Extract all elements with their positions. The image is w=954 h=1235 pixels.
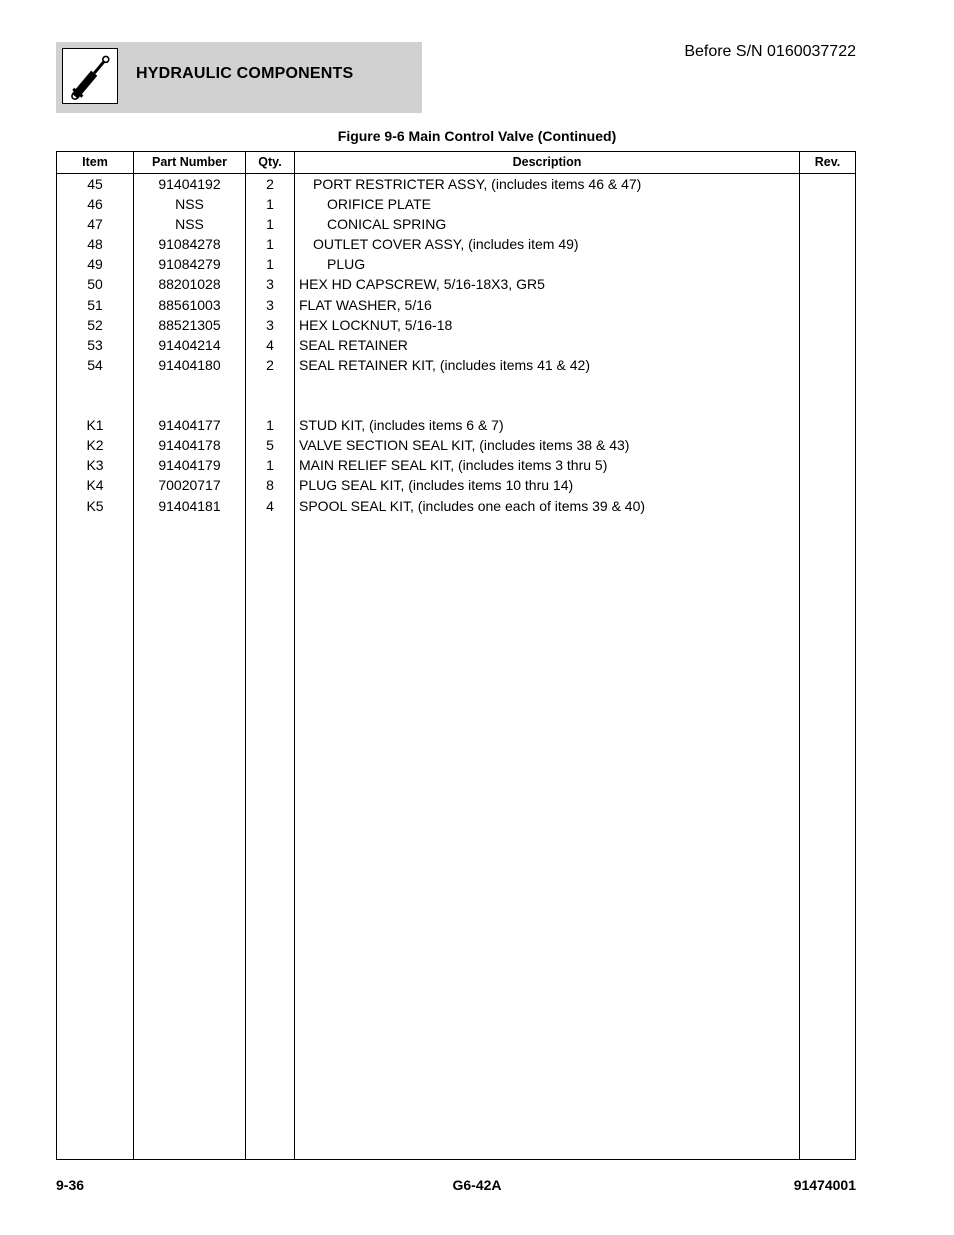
item-cell: 48 (87, 236, 103, 253)
table-row (57, 395, 855, 415)
item-cell: 45 (87, 176, 103, 192)
part-number-cell: 91084278 (158, 236, 221, 253)
item-cell: K3 (86, 457, 104, 474)
part-number-cell: 91404177 (158, 417, 221, 434)
model-number: G6-42A (452, 1177, 502, 1193)
qty-cell: 2 (266, 176, 274, 192)
part-number-cell: 91404180 (158, 356, 221, 373)
item-cell: 53 (87, 336, 103, 353)
parts-table (56, 151, 856, 1160)
item-cell: 51 (87, 296, 103, 313)
serial-number-note: Before S/N 0160037722 (684, 43, 856, 60)
description-cell: MAIN RELIEF SEAL KIT, (includes items 3 thru 5) (299, 457, 608, 474)
description-cell: SEAL RETAINER KIT, (includes items 41 & 42) (299, 356, 590, 373)
part-number-cell: 91404214 (158, 336, 221, 353)
part-number-cell: NSS (175, 196, 204, 213)
qty-cell: 3 (266, 296, 274, 313)
description-cell: PLUG (327, 256, 366, 273)
qty-cell: 1 (266, 457, 274, 474)
description-cell: STUD KIT, (includes items 6 & 7) (299, 417, 504, 434)
table-row (57, 274, 855, 294)
page-number: 9-36 (56, 1177, 85, 1193)
table-row (57, 496, 855, 516)
qty-cell: 1 (266, 216, 274, 233)
part-number-cell: 88201028 (158, 276, 221, 293)
item-cell: 50 (87, 276, 103, 293)
part-number-cell: NSS (175, 216, 204, 233)
qty-cell: 3 (266, 276, 274, 293)
table-row (57, 355, 855, 375)
qty-cell: 3 (266, 316, 274, 333)
item-cell: K2 (86, 437, 104, 454)
part-number-cell: 91404181 (158, 497, 221, 514)
table-row (57, 174, 855, 194)
part-number-cell: 91404179 (158, 457, 221, 474)
qty-cell: 1 (266, 196, 274, 213)
qty-cell: 4 (266, 336, 274, 353)
description-cell: ORIFICE PLATE (327, 196, 431, 213)
description-cell: SPOOL SEAL KIT, (includes one each of items 39 & 40) (299, 497, 646, 514)
section-title: HYDRAULIC COMPONENTS (136, 65, 354, 82)
column-header-part-number: Part Number (151, 155, 228, 169)
item-cell: 47 (87, 216, 103, 233)
item-cell: 46 (87, 196, 103, 213)
part-number-cell: 88561003 (158, 296, 221, 313)
description-cell: OUTLET COVER ASSY, (includes item 49) (313, 236, 579, 253)
table-row (57, 194, 855, 214)
table-row (57, 295, 855, 315)
description-cell: HEX HD CAPSCREW, 5/16-18X3, GR5 (299, 276, 545, 293)
description-cell: PORT RESTRICTER ASSY, (includes items 46 & 47) (313, 176, 642, 192)
qty-cell: 1 (266, 236, 274, 253)
description-cell: FLAT WASHER, 5/16 (299, 296, 432, 313)
item-cell: 54 (87, 356, 103, 373)
description-cell: HEX LOCKNUT, 5/16-18 (299, 316, 453, 333)
item-cell: K5 (86, 497, 104, 514)
column-header-rev: Rev. (814, 155, 841, 169)
qty-cell: 4 (266, 497, 274, 514)
column-header-qty: Qty. (258, 155, 282, 169)
table-row (57, 435, 855, 455)
qty-cell: 1 (266, 256, 274, 273)
table-row (57, 415, 855, 435)
column-header-description: Description (512, 155, 582, 169)
table-row (57, 475, 855, 495)
description-cell: VALVE SECTION SEAL KIT, (includes items 38 & 43) (299, 437, 630, 454)
table-row (57, 234, 855, 254)
item-cell: K1 (86, 417, 104, 434)
table-row (57, 254, 855, 274)
item-cell: K4 (86, 477, 104, 494)
part-number-cell: 91404178 (158, 437, 221, 454)
column-header-item: Item (82, 155, 108, 169)
description-cell: CONICAL SPRING (327, 216, 447, 233)
part-number-cell: 91404192 (158, 176, 221, 192)
part-number-cell: 91084279 (158, 256, 221, 273)
document-number: 91474001 (793, 1177, 856, 1193)
hydraulic-cylinder-icon (62, 48, 118, 104)
table-row (57, 315, 855, 335)
item-cell: 49 (87, 256, 103, 273)
table-row (57, 214, 855, 234)
table-row (57, 375, 855, 395)
qty-cell: 2 (266, 356, 274, 373)
part-number-cell: 88521305 (158, 316, 221, 333)
item-cell: 52 (87, 316, 103, 333)
table-body (57, 174, 855, 516)
qty-cell: 1 (266, 417, 274, 434)
part-number-cell: 70020717 (158, 477, 221, 494)
description-cell: PLUG SEAL KIT, (includes items 10 thru 14) (299, 477, 574, 494)
description-cell: SEAL RETAINER (299, 336, 408, 353)
qty-cell: 5 (266, 437, 274, 454)
table-row (57, 455, 855, 475)
qty-cell: 8 (266, 477, 274, 494)
figure-title: Figure 9-6 Main Control Valve (Continued) (337, 128, 617, 144)
table-row (57, 335, 855, 355)
